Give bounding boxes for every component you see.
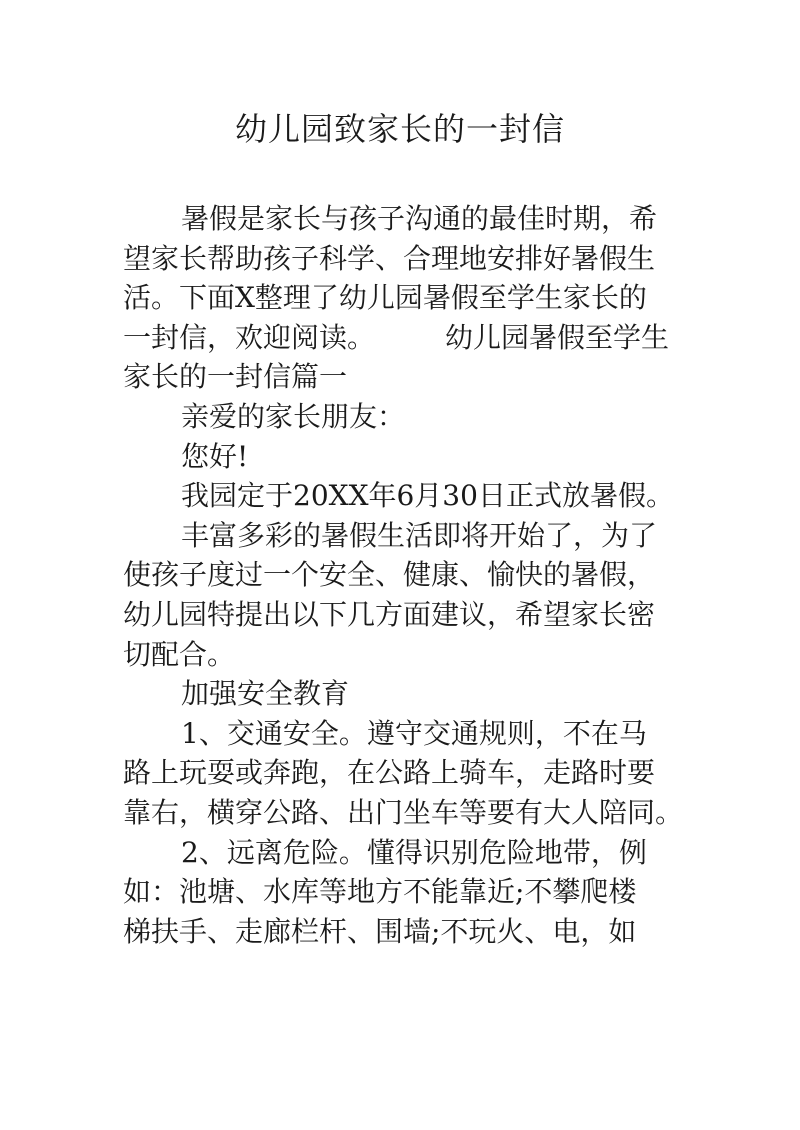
salutation: 亲爱的家长朋友： xyxy=(181,399,406,433)
text-line: 梯扶手、走廊栏杆、围墙;不玩火、电，如 xyxy=(123,914,637,948)
text-line: 切配合。 xyxy=(123,637,236,671)
text-line: 活。下面X整理了幼儿园暑假至学生家长的 xyxy=(123,281,647,315)
text-line-combined xyxy=(123,318,683,358)
text-line: 路上玩耍或奔跑，在公路上骑车，走路时要 xyxy=(123,756,656,790)
text-line: 我园定于20XX年6月30日正式放暑假。 xyxy=(181,479,674,513)
text-line: 暑假是家长与孩子沟通的最佳时期，希 xyxy=(181,202,658,235)
text-segment: 幼儿园暑假至学生 xyxy=(445,320,670,354)
text-segment: 一封信，欢迎阅读。 xyxy=(123,320,376,354)
document-title: 幼儿园致家长的一封信 xyxy=(234,110,565,148)
text-line: 使孩子度过一个安全、健康、愉快的暑假， xyxy=(123,558,656,592)
text-line: 幼儿园特提出以下几方面建议，希望家长密 xyxy=(123,597,656,631)
greeting: 您好! xyxy=(181,439,249,473)
text-line: 靠右，横穿公路、出门坐车等要有大人陪同。 xyxy=(123,795,684,829)
text-line: 2、远离危险。懂得识别危险地带，例 xyxy=(181,835,647,869)
document-body xyxy=(123,199,683,951)
text-line: 望家长帮助孩子科学、合理地安排好暑假生 xyxy=(123,241,656,275)
text-line: 丰富多彩的暑假生活即将开始了，为了 xyxy=(181,518,658,552)
section-heading: 加强安全教育 xyxy=(181,677,350,711)
text-line: 1、交通安全。遵守交通规则，不在马 xyxy=(181,716,647,750)
text-line: 家长的一封信篇一 xyxy=(123,360,348,394)
text-line: 如：池塘、水库等地方不能靠近;不攀爬楼 xyxy=(123,875,637,909)
